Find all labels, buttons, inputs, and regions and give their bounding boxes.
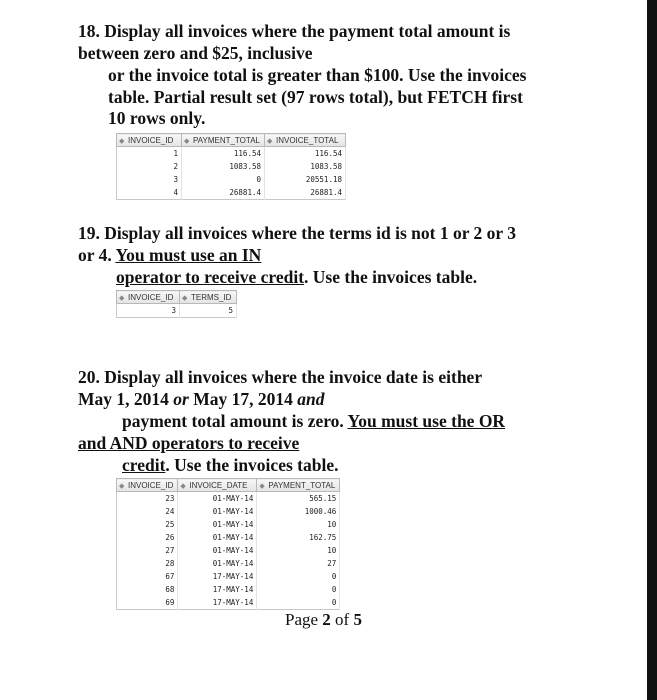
column-header <box>257 479 340 492</box>
q20-line-3-text: payment total amount is zero. <box>122 411 348 431</box>
column-sort-icon: ◆ <box>119 294 125 302</box>
q19-credit-requirement: operator to receive credit <box>116 267 305 287</box>
table-row <box>117 304 237 318</box>
q19-line-3-text: . Use the invoices table. <box>304 267 478 287</box>
q19-result-table <box>116 290 237 318</box>
table-cell: 67 <box>117 570 178 583</box>
table-cell: 3 <box>117 304 180 318</box>
question-19 <box>78 222 598 288</box>
table-cell: 26 <box>117 531 178 544</box>
table-row <box>117 583 340 596</box>
table-cell: 0 <box>257 570 340 583</box>
page-separator: of <box>330 610 354 629</box>
table-cell: 1083.58 <box>182 160 265 173</box>
table-cell: 25 <box>117 518 178 531</box>
q20-line-2-or: or <box>173 389 189 409</box>
table-cell: 01-MAY-14 <box>178 492 257 506</box>
column-sort-icon: ◆ <box>180 482 186 490</box>
table-cell: 01-MAY-14 <box>178 531 257 544</box>
table-cell: 68 <box>117 583 178 596</box>
page-label: Page <box>285 610 323 629</box>
table-cell: 17-MAY-14 <box>178 583 257 596</box>
table-row <box>117 173 346 186</box>
column-sort-icon: ◆ <box>182 294 188 302</box>
table-cell: 23 <box>117 492 178 506</box>
table-cell: 27 <box>257 557 340 570</box>
q20-result-table <box>116 478 340 610</box>
dark-margin <box>647 0 657 700</box>
q19-in-requirement: You must use an IN <box>115 245 262 265</box>
q20-line-3 <box>78 410 598 432</box>
column-sort-icon: ◆ <box>259 482 265 490</box>
column-header <box>117 291 180 304</box>
column-header <box>265 134 346 147</box>
column-header <box>180 291 237 304</box>
column-header-label: INVOICE_ID <box>128 135 174 145</box>
table-cell: 1000.46 <box>257 505 340 518</box>
q20-line-1: 20. Display all invoices where the invoice date is either <box>78 367 483 387</box>
column-header <box>182 134 265 147</box>
q20-line-2-a: May 1, 2014 <box>78 389 174 409</box>
question-20 <box>78 366 598 476</box>
q20-line-5 <box>78 454 598 476</box>
table-cell: 01-MAY-14 <box>178 505 257 518</box>
table-row <box>117 492 340 506</box>
table-cell: 5 <box>180 304 237 318</box>
table-cell: 1083.58 <box>265 160 346 173</box>
q20-line-2-c: May 17, 2014 <box>188 389 298 409</box>
table-cell: 10 <box>257 544 340 557</box>
q18-line-4: table. Partial result set (97 rows total), but FETCH first <box>108 87 523 107</box>
column-header-label: PAYMENT_TOTAL <box>193 135 260 145</box>
page-current: 2 <box>322 610 331 629</box>
table-cell: 20551.18 <box>265 173 346 186</box>
table-row <box>117 186 346 200</box>
table-row <box>117 531 340 544</box>
page-total: 5 <box>353 610 362 629</box>
q18-line-3: or the invoice total is greater than $100. Use the invoices <box>108 65 527 85</box>
table-cell: 0 <box>257 596 340 610</box>
table-cell: 01-MAY-14 <box>178 518 257 531</box>
table-cell: 01-MAY-14 <box>178 544 257 557</box>
page-number <box>285 610 362 630</box>
column-header-label: INVOICE_DATE <box>189 480 248 490</box>
table-cell: 17-MAY-14 <box>178 596 257 610</box>
table-cell: 4 <box>117 186 182 200</box>
table-cell: 2 <box>117 160 182 173</box>
question-18 <box>78 20 598 128</box>
table-cell: 27 <box>117 544 178 557</box>
q18-line-5: 10 rows only. <box>108 108 206 128</box>
table-cell: 0 <box>182 173 265 186</box>
table-row <box>117 505 340 518</box>
column-sort-icon: ◆ <box>119 137 125 145</box>
table-cell: 1 <box>117 147 182 161</box>
table-header-row <box>117 479 340 492</box>
table-cell: 01-MAY-14 <box>178 557 257 570</box>
table-row <box>117 518 340 531</box>
table-cell: 10 <box>257 518 340 531</box>
column-header <box>178 479 257 492</box>
q18-line-1: 18. Display all invoices where the payment total amount is <box>78 21 511 41</box>
q20-line-4: and AND operators to receive <box>78 433 300 453</box>
q20-or-requirement: You must use the OR <box>347 411 506 431</box>
table-cell: 26881.4 <box>182 186 265 200</box>
column-sort-icon: ◆ <box>119 482 125 490</box>
table-row <box>117 160 346 173</box>
table-cell: 24 <box>117 505 178 518</box>
table-cell: 565.15 <box>257 492 340 506</box>
column-header-label: PAYMENT_TOTAL <box>268 480 336 490</box>
table-cell: 28 <box>117 557 178 570</box>
table-cell: 116.54 <box>265 147 346 161</box>
q20-line-5-text: . Use the invoices table. <box>165 455 339 475</box>
table-cell: 0 <box>257 583 340 596</box>
table-row <box>117 544 340 557</box>
table-cell: 116.54 <box>182 147 265 161</box>
q20-credit-requirement: credit <box>122 455 166 475</box>
q19-line-2 <box>78 244 598 266</box>
q18-line-2: between zero and $25, inclusive <box>78 43 313 63</box>
table-cell: 17-MAY-14 <box>178 570 257 583</box>
table-cell: 3 <box>117 173 182 186</box>
q19-line-3 <box>78 266 598 288</box>
q19-line-2-text: or 4. <box>78 245 116 265</box>
column-header-label: INVOICE_TOTAL <box>276 135 339 145</box>
column-sort-icon: ◆ <box>184 137 190 145</box>
table-cell: 69 <box>117 596 178 610</box>
column-header-label: INVOICE_ID <box>128 292 174 302</box>
column-header-label: TERMS_ID <box>191 292 232 302</box>
q19-line-1: 19. Display all invoices where the terms id is not 1 or 2 or 3 <box>78 223 516 243</box>
q20-line-2 <box>78 388 598 410</box>
q18-result-table <box>116 133 346 200</box>
table-row <box>117 147 346 161</box>
table-row <box>117 557 340 570</box>
table-header-row <box>117 291 237 304</box>
table-header-row <box>117 134 346 147</box>
table-row <box>117 596 340 610</box>
q20-line-2-and: and <box>297 389 325 409</box>
table-row <box>117 570 340 583</box>
column-header <box>117 134 182 147</box>
table-cell: 162.75 <box>257 531 340 544</box>
table-cell: 26881.4 <box>265 186 346 200</box>
column-header <box>117 479 178 492</box>
column-header-label: INVOICE_ID <box>128 480 174 490</box>
column-sort-icon: ◆ <box>267 137 273 145</box>
